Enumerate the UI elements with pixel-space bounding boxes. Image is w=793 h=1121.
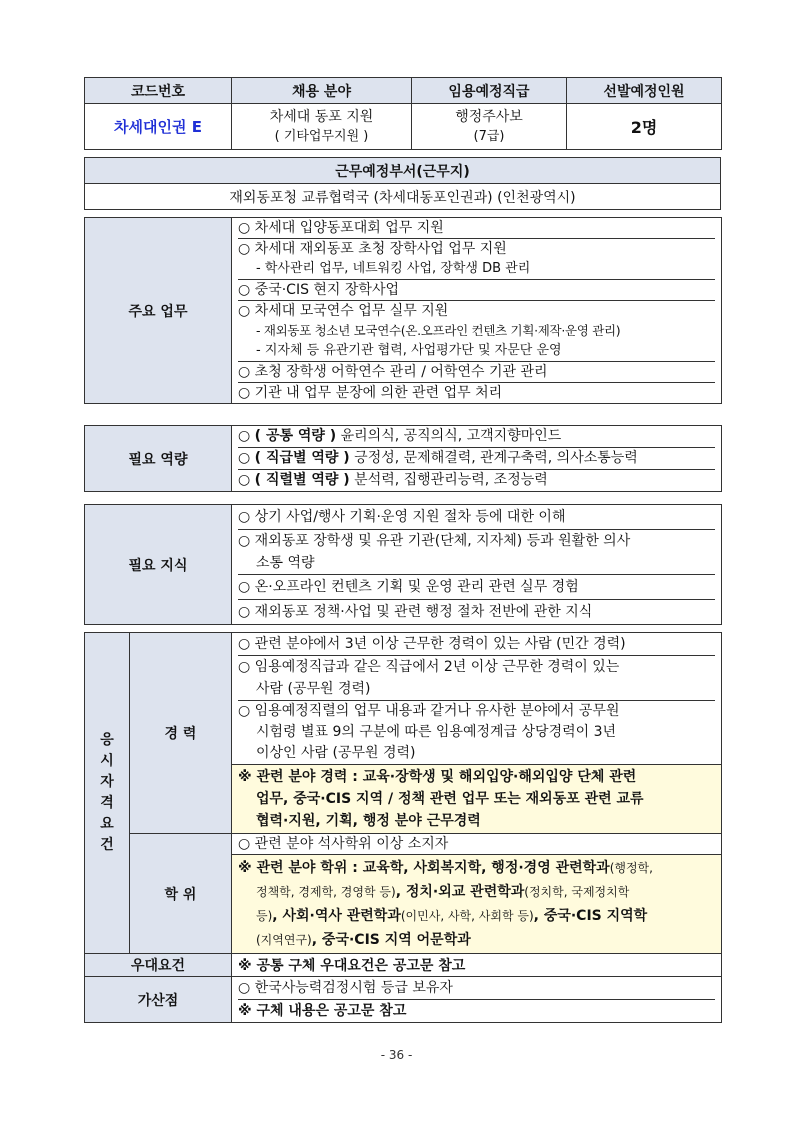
duties-label: 주요 업무 [85, 218, 232, 404]
competency-type: ( 직렬별 역량 ) [254, 472, 350, 488]
career-item-cont: 시험령 별표 9의 구분에 따른 임용예정계급 상당경력이 3년 [256, 724, 617, 740]
duties-list [232, 218, 722, 404]
duty-item: ○ 중국·CIS 현지 장학사업 [238, 280, 715, 301]
duty-subitem: - 재외동포 청소년 모국연수(온.오프라인 컨텐츠 기획·제작·운영 관리) [256, 323, 621, 338]
bullet: ○ [238, 450, 255, 466]
requirements-label [85, 633, 130, 954]
degree-note-small: (행정학, [609, 861, 653, 875]
competency-text: 긍정성, 문제해결력, 관계구축력, 의사소통능력 [349, 450, 638, 466]
degree-note-line [238, 928, 715, 952]
bonus-list [232, 977, 722, 1023]
knowledge-item: ○ 온·오프라인 컨텐츠 기획 및 운영 관리 관련 실무 경험 [238, 575, 715, 600]
degree-list [232, 834, 722, 954]
degree-note-bold: , 중국·CIS 지역 어문학과 [311, 932, 471, 948]
requirements-label-char: 자 [100, 774, 114, 790]
duty-subitem: - 학사관리 업무, 네트워킹 사업, 장학생 DB 관리 [238, 259, 715, 280]
degree-note-bold: ※ 관련 분야 학위 : 교육학, 사회복지학, 행정·경영 관련학과 [238, 860, 610, 876]
competency-type: ( 직급별 역량 ) [254, 450, 350, 466]
degree-note-bold: , 사회·역사 관련학과 [272, 908, 401, 924]
degree-note-line [238, 880, 715, 904]
degree-note-small: 정책학, 경제학, 경영학 등) [256, 885, 396, 899]
count-value: 2명 [567, 104, 722, 150]
rank-line2: (7급) [473, 128, 505, 144]
department-title: 근무예정부서(근무지) [85, 158, 721, 184]
career-note [232, 764, 721, 833]
competency-item [238, 470, 715, 491]
career-item-cont: 이상인 사람 (공무원 경력) [256, 745, 416, 761]
career-item: ○ 관련 분야에서 3년 이상 근무한 경력이 있는 사람 (민간 경력) [238, 633, 715, 656]
competency-table [84, 425, 722, 492]
duty-item: ○ 기관 내 업무 분장에 의한 관련 업무 처리 [238, 385, 503, 401]
career-item: ○ 임용예정직급과 같은 직급에서 2년 이상 근무한 경력이 있는 [238, 659, 620, 675]
degree-item: ○ 관련 분야 석사학위 이상 소지자 [238, 836, 449, 852]
header-rank: 임용예정직급 [412, 78, 567, 104]
requirements-label-char: 격 [100, 795, 114, 811]
bonus-label: 가산점 [85, 977, 232, 1023]
field-line2: ( 기타업무지원 ) [274, 128, 369, 144]
career-list [232, 633, 722, 834]
knowledge-item: ○ 상기 사업/행사 기획·운영 지원 절차 등에 대한 이해 [238, 505, 715, 530]
degree-note-small: (지역연구) [256, 933, 312, 947]
knowledge-table [84, 504, 722, 625]
knowledge-item: ○ 재외동포 정책·사업 및 관련 행정 절차 전반에 관한 지식 [238, 604, 593, 620]
department-table [84, 157, 721, 210]
career-item-cont: 사람 (공무원 경력) [238, 678, 715, 701]
bonus-item: ○ 한국사능력검정시험 등급 보유자 [238, 977, 715, 1000]
knowledge-list [232, 505, 722, 625]
competency-type: ( 공통 역량 ) [254, 428, 337, 444]
page-number: - 36 - [380, 1048, 413, 1062]
degree-label: 학 위 [130, 834, 232, 954]
requirements-label-char: 시 [100, 753, 114, 769]
degree-note-bold: , 중국·CIS 지역학 [533, 908, 648, 924]
bonus-note: ※ 구체 내용은 공고문 참고 [238, 1003, 407, 1019]
knowledge-item: ○ 재외동포 장학생 및 유관 기관(단체, 지자체) 등과 원활한 의사 [238, 533, 631, 549]
degree-note-bold: , 정치·외교 관련학과 [395, 884, 525, 900]
degree-note-small: (정치학, 국제정치학 [524, 885, 630, 899]
career-note-line: 협력·지원, 기획, 행정 분야 근무경력 [256, 813, 481, 829]
header-count: 선발예정인원 [567, 78, 722, 104]
career-note-line: ※ 관련 분야 경력 : 교육·장학생 및 해외입양·해외입양 단체 관련 [238, 769, 637, 785]
preference-value: ※ 공통 구체 우대요건은 공고문 참고 [232, 954, 722, 977]
code-value: 차세대인권 E [85, 104, 232, 150]
position-summary-table [84, 77, 722, 150]
header-code: 코드번호 [85, 78, 232, 104]
competency-list [232, 426, 722, 492]
degree-note-line [238, 856, 715, 880]
competency-text: 분석력, 집행관리능력, 조정능력 [349, 472, 548, 488]
competency-item [238, 426, 715, 448]
duty-item: ○ 차세대 모국연수 업무 실무 지원 [238, 303, 449, 319]
requirements-label-char: 건 [100, 837, 114, 853]
rank-value [412, 104, 567, 150]
degree-note-small: (이민사, 사학, 사회학 등) [400, 909, 534, 923]
duty-subitem: - 지자체 등 유관기관 협력, 사업평가단 및 자문단 운영 [238, 341, 715, 362]
duties-table [84, 217, 722, 404]
career-label: 경 력 [130, 633, 232, 834]
department-value: 재외동포청 교류협력국 (차세대동포인권과) (인천광역시) [85, 184, 721, 210]
competency-label: 필요 역량 [85, 426, 232, 492]
requirements-label-char: 응 [100, 732, 114, 748]
knowledge-item-cont: 소통 역량 [238, 552, 715, 575]
degree-note-small: 등) [256, 909, 273, 923]
degree-note [232, 854, 721, 953]
duty-item: ○ 차세대 입양동포대회 업무 지원 [238, 218, 715, 239]
career-note-line: 업무, 중국·CIS 지역 / 정책 관련 업무 또는 재외동포 관련 교류 [256, 791, 644, 807]
competency-item [238, 448, 715, 470]
degree-note-line [238, 904, 715, 928]
field-line1: 차세대 동포 지원 [269, 108, 374, 125]
header-field: 채용 분야 [232, 78, 412, 104]
duty-item: ○ 차세대 재외동포 초청 장학사업 업무 지원 [238, 241, 507, 257]
bullet: ○ [238, 428, 255, 444]
requirements-label-char: 요 [100, 816, 114, 832]
requirements-table [84, 632, 722, 1023]
competency-text: 윤리의식, 공직의식, 고객지향마인드 [336, 428, 562, 444]
bullet: ○ [238, 472, 255, 488]
rank-line1: 행정주사보 [455, 108, 523, 125]
knowledge-label: 필요 지식 [85, 505, 232, 625]
duty-item: ○ 초청 장학생 어학연수 관리 / 어학연수 기관 관리 [238, 362, 715, 383]
preference-label: 우대요건 [85, 954, 232, 977]
field-value [232, 104, 412, 150]
career-item: ○ 임용예정직렬의 업무 내용과 같거나 유사한 분야에서 공무원 [238, 703, 620, 719]
